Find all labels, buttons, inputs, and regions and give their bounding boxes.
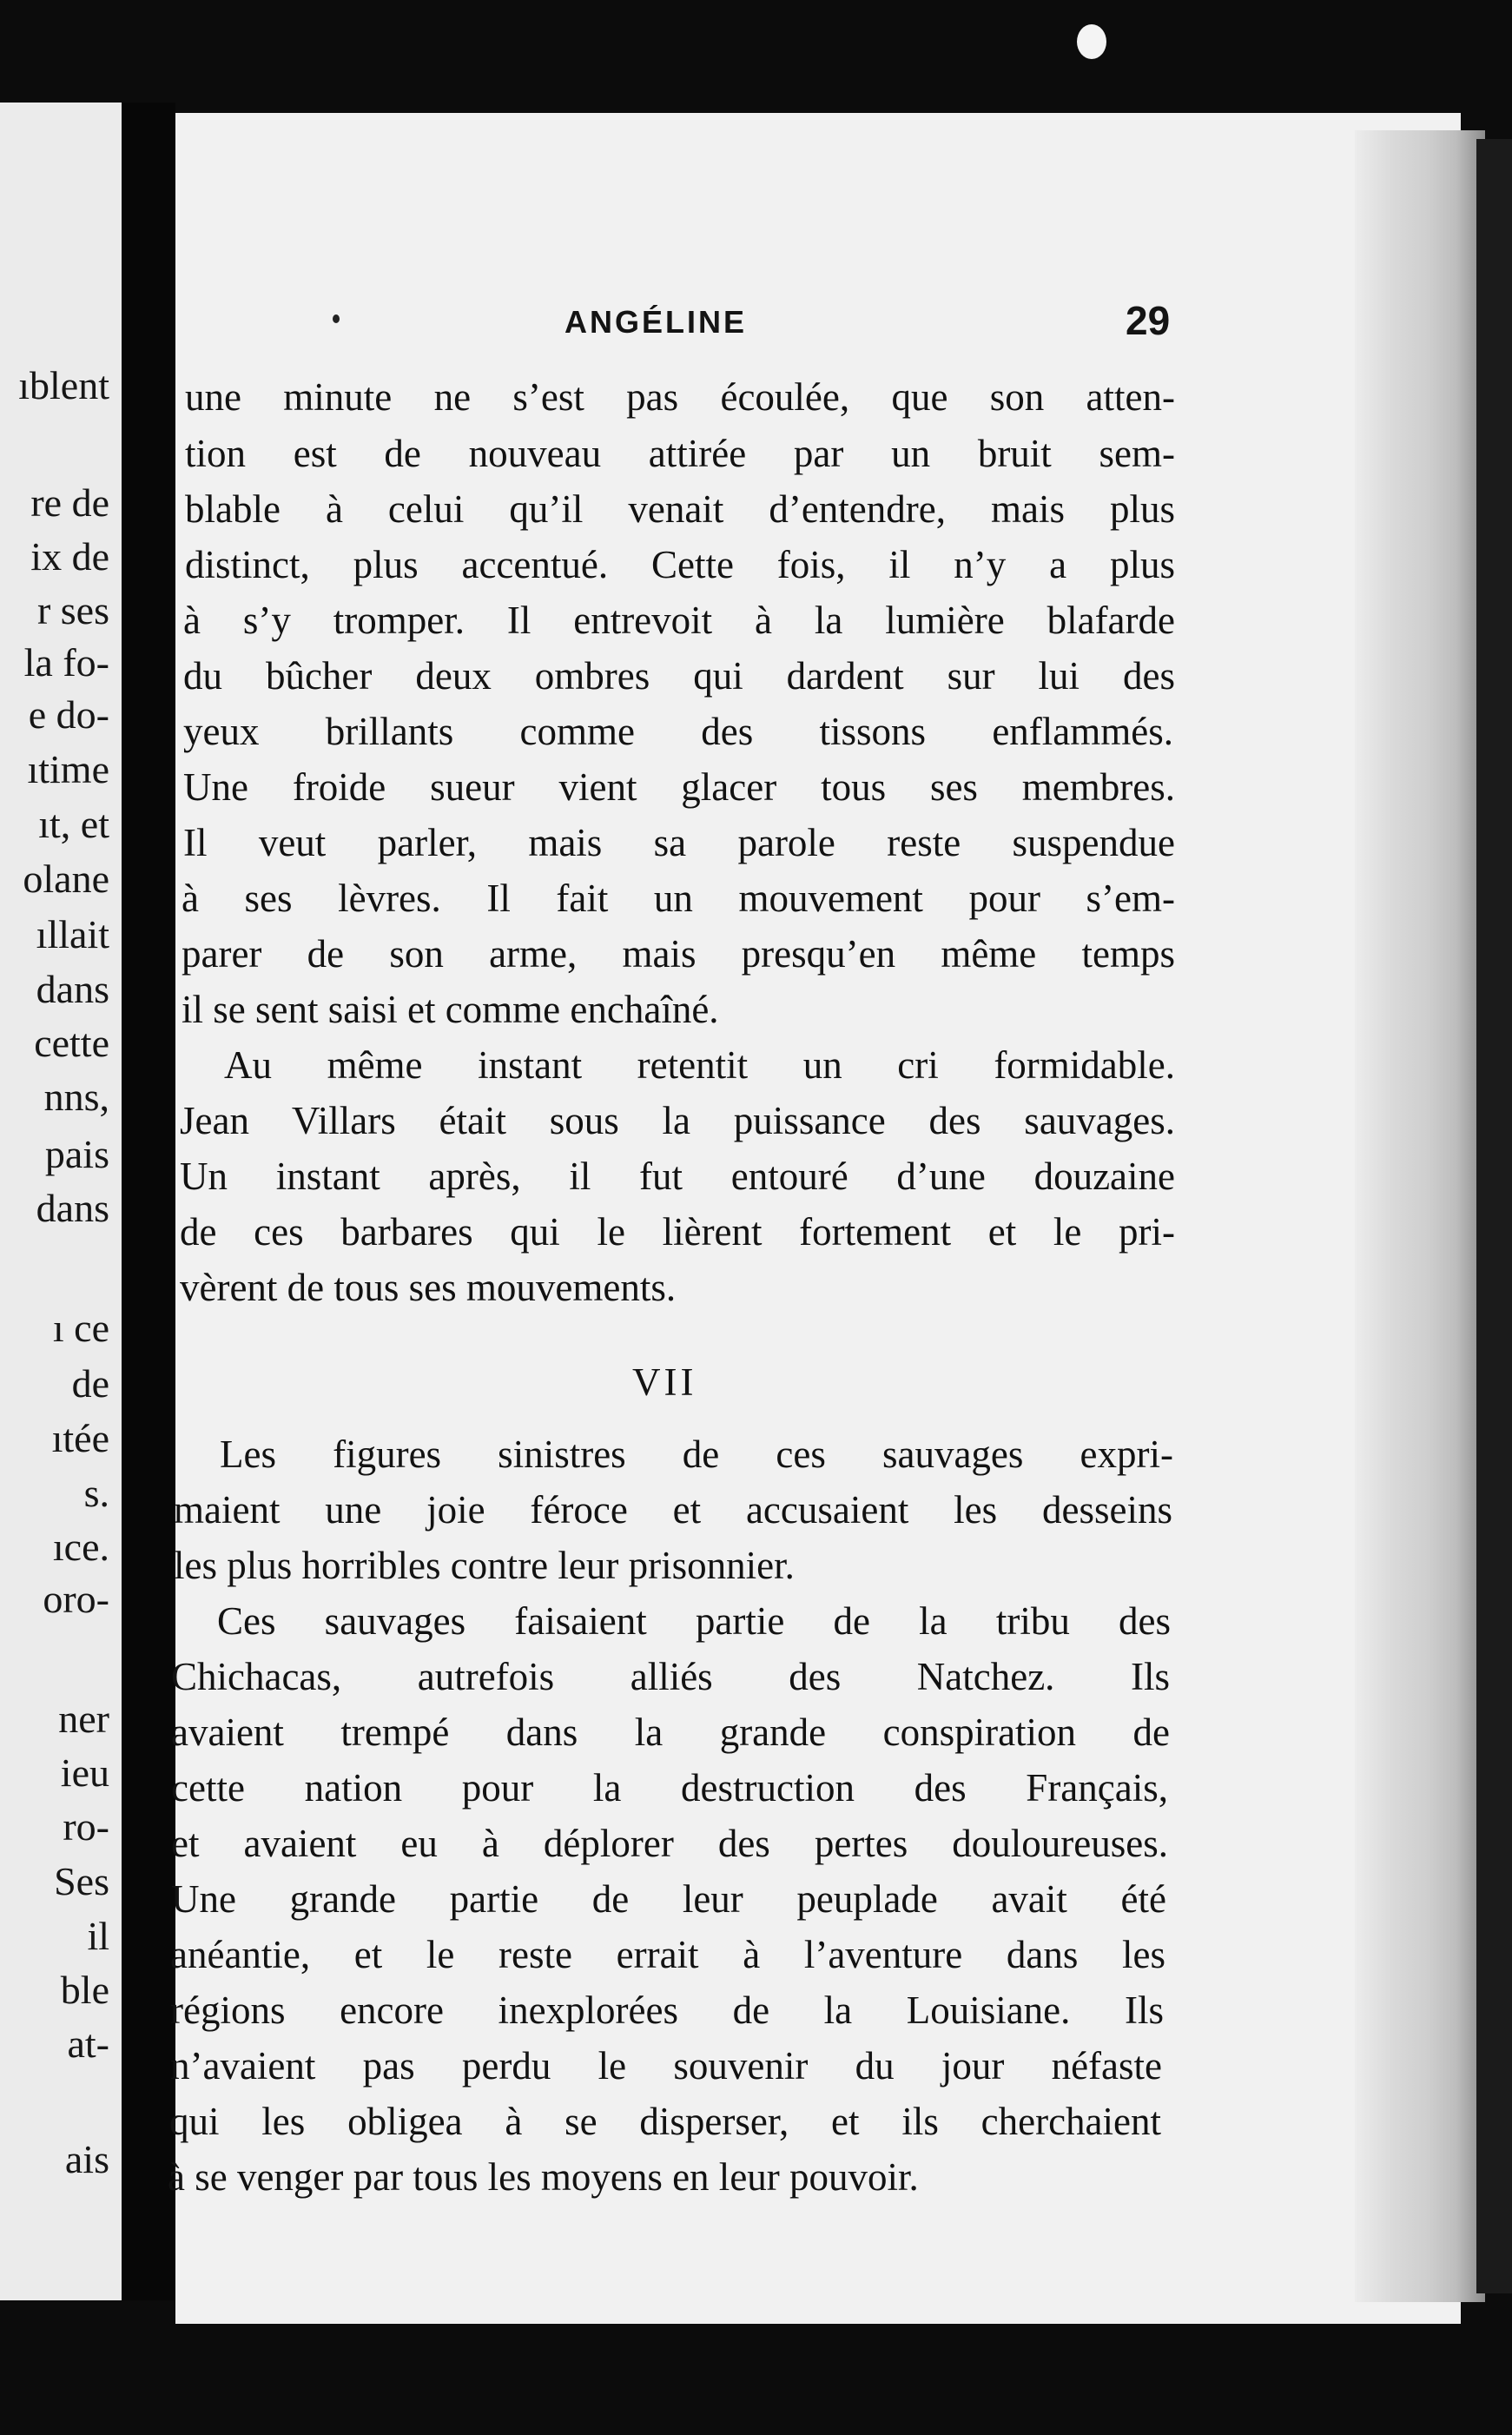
left-page-fragment: nns,	[43, 1075, 109, 1119]
scan-border	[1476, 139, 1512, 2293]
text-line: vèrent de tous ses mouvements.	[180, 1266, 677, 1309]
text-line: anéantie, et le reste errait à l’aventure dans les	[170, 1933, 1165, 1976]
text-line: parer de son arme, mais presqu’en même temps	[182, 932, 1175, 976]
chapter-heading: VII	[632, 1360, 697, 1404]
left-page-fragment: r ses	[36, 588, 109, 632]
text-line: à se venger par tous les moyens en leur pouvoir.	[168, 2155, 919, 2199]
left-page-fragment: ble	[60, 1968, 109, 2012]
text-line: Les figures sinistres de ces sauvages expri-	[220, 1433, 1173, 1476]
scan-speck	[1077, 24, 1106, 59]
left-page-fragment: ıtime	[27, 747, 109, 791]
page-edge-shadow	[1355, 130, 1485, 2302]
left-page-fragment: ner	[58, 1697, 109, 1741]
text-line: à ses lèvres. Il fait un mouvement pour s’em-	[182, 877, 1175, 920]
text-line: Une grande partie de leur peuplade avait été	[171, 1877, 1166, 1921]
left-page-fragment: ıtée	[51, 1416, 109, 1460]
left-page-fragment: e do-	[28, 692, 109, 737]
text-line: il se sent saisi et comme enchaîné.	[182, 988, 719, 1031]
left-page-fragment: ıt, et	[38, 802, 109, 846]
left-page-fragment: ix de	[30, 534, 109, 579]
text-line: blable à celui qu’il venait d’entendre, mais plus	[185, 487, 1175, 531]
text-line: les plus horribles contre leur prisonnier.	[174, 1544, 795, 1587]
left-page-fragment: ıblent	[18, 363, 109, 407]
left-page-fragment: ais	[64, 2137, 109, 2181]
left-page-fragment: pais	[44, 1132, 109, 1176]
header-dot	[333, 314, 340, 323]
text-line: yeux brillants comme des tissons enflammés.	[183, 710, 1173, 753]
left-page-fragment: ro-	[63, 1804, 109, 1849]
left-page-fragment: ieu	[60, 1750, 109, 1795]
text-line: du bûcher deux ombres qui dardent sur lui des	[183, 654, 1175, 698]
text-line: Une froide sueur vient glacer tous ses membres.	[183, 765, 1175, 809]
text-line: Un instant après, il fut entouré d’une douzaine	[180, 1155, 1175, 1198]
left-page-fragment: de	[71, 1361, 109, 1406]
running-title: ANGÉLINE	[565, 304, 748, 340]
text-line: qui les obligea à se disperser, et ils cherchaient	[169, 2100, 1161, 2143]
text-line: avaient trempé dans la grande conspiration de	[171, 1710, 1170, 1754]
text-line: distinct, plus accentué. Cette fois, il n’y a plus	[185, 543, 1175, 586]
left-page-fragment: dans	[36, 967, 109, 1011]
left-page-fragment: il	[87, 1914, 109, 1958]
facing-page-left	[0, 103, 122, 2300]
text-line: Il veut parler, mais sa parole reste suspendue	[183, 821, 1175, 864]
text-line: à s’y tromper. Il entrevoit à la lumière blafarde	[183, 599, 1175, 642]
text-line: cette nation pour la destruction des Français,	[171, 1766, 1168, 1810]
left-page-fragment: Ses	[54, 1859, 109, 1903]
left-page-fragment: olane	[23, 857, 109, 901]
left-page-fragment: re de	[30, 480, 109, 525]
text-line: Jean Villars était sous la puissance des sauvages.	[180, 1099, 1175, 1142]
left-page-fragment: cette	[34, 1021, 109, 1065]
left-page-fragment: ı ce	[52, 1306, 109, 1350]
text-line: régions encore inexplorées de la Louisiane. Ils	[170, 1988, 1164, 2032]
text-line: n’avaient pas perdu le souvenir du jour néfaste	[170, 2044, 1162, 2088]
text-line: Ces sauvages faisaient partie de la tribu des	[217, 1599, 1171, 1643]
text-line: tion est de nouveau attirée par un bruit sem-	[185, 432, 1175, 475]
book-gutter	[122, 103, 175, 2300]
left-page-fragment: ıllait	[36, 912, 109, 956]
text-line: maient une joie féroce et accusaient les desseins	[174, 1488, 1172, 1532]
page-number: 29	[1126, 298, 1171, 343]
left-page-fragment: dans	[36, 1186, 109, 1230]
left-page-fragment: ıce.	[52, 1525, 109, 1569]
text-line: et avaient eu à déplorer des pertes douloureuses.	[171, 1822, 1168, 1865]
left-page-fragment: at-	[67, 2021, 109, 2066]
left-page-fragment: oro-	[43, 1577, 109, 1621]
text-line: de ces barbares qui le lièrent fortement et le pri-	[180, 1210, 1175, 1254]
text-line: une minute ne s’est pas écoulée, que son atten-	[185, 375, 1175, 419]
text-line: Chichacas, autrefois alliés des Natchez. Ils	[171, 1655, 1170, 1698]
left-page-fragment: la fo-	[23, 640, 109, 685]
left-page-fragment: s.	[83, 1471, 109, 1515]
text-line: Au même instant retentit un cri formidable.	[224, 1043, 1175, 1087]
